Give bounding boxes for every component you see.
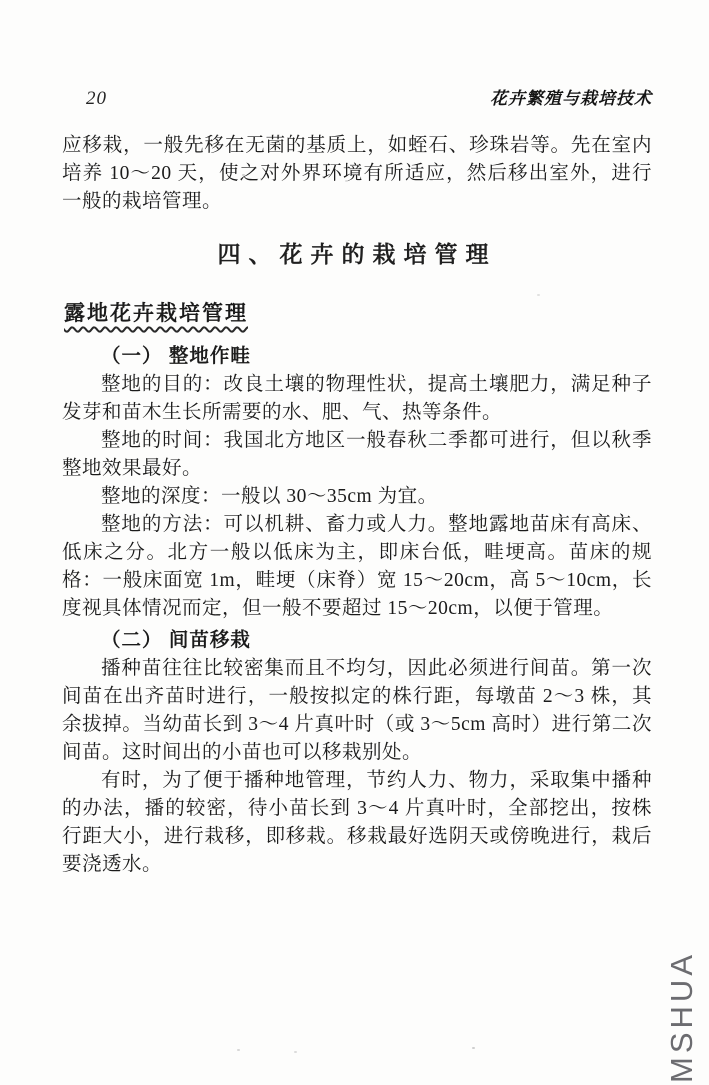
chapter-title: 四、花卉的栽培管理 [217,242,497,267]
paragraph-thinning: 播种苗往往比较密集而且不均匀，因此必须进行间苗。第一次间苗在出齐苗时进行，一般按拟定的株行距，每墩苗 2～3 株，其余拔掉。当幼苗长到 3～4 片真叶时（或 3～5cm 高时）进行第二次间苗。这时间出的小苗也可以移栽别处。 [62,658,652,763]
subheading-land-preparation: （一） 整地作畦 [101,345,251,367]
section-title [64,299,652,329]
running-header [62,84,652,109]
paragraph-depth: 整地的深度：一般以 30～35cm 为宜。 [101,486,438,507]
paragraph-purpose: 整地的目的：改良土壤的物理性状，提高土壤肥力，满足种子发芽和苗木生长所需要的水、肥、气、热等条件。 [62,374,652,423]
watermark-text: MSHUA [664,951,699,1083]
paragraph-transplanting: 有时，为了便于播种地管理，节约人力、物力，采取集中播种的办法，播的较密，待小苗长到 3～4 片真叶时，全部挖出，按株行距大小，进行栽移，即移栽。移栽最好选阴天或傍晚进行，栽后要浇透水。 [62,770,652,875]
running-title: 花卉繁殖与栽培技术 [490,89,652,108]
subheading-thinning-transplant: （二） 间苗移栽 [101,629,251,651]
page-number: 20 [86,88,107,109]
section-title-text: 露地花卉栽培管理 [64,302,248,325]
book-page [0,84,709,879]
paragraph-method: 整地的方法：可以机耕、畜力或人力。整地露地苗床有高床、低床之分。北方一般以低床为主，即床台低，畦埂高。苗床的规格：一般床面宽 1m，畦埂（床脊）宽 15～20cm，高 5～10cm，长度视具体情况而定，但一般不要超过 15～20cm，以便于管理。 [62,514,652,619]
paragraph-continuation: 应移栽，一般先移在无菌的基质上，如蛭石、珍珠岩等。先在室内培养 10～20 天，使之对外界环境有所适应，然后移出室外，进行一般的栽培管理。 [62,135,652,212]
paragraph-timing: 整地的时间：我国北方地区一般春秋二季都可进行，但以秋季整地效果最好。 [62,430,652,479]
